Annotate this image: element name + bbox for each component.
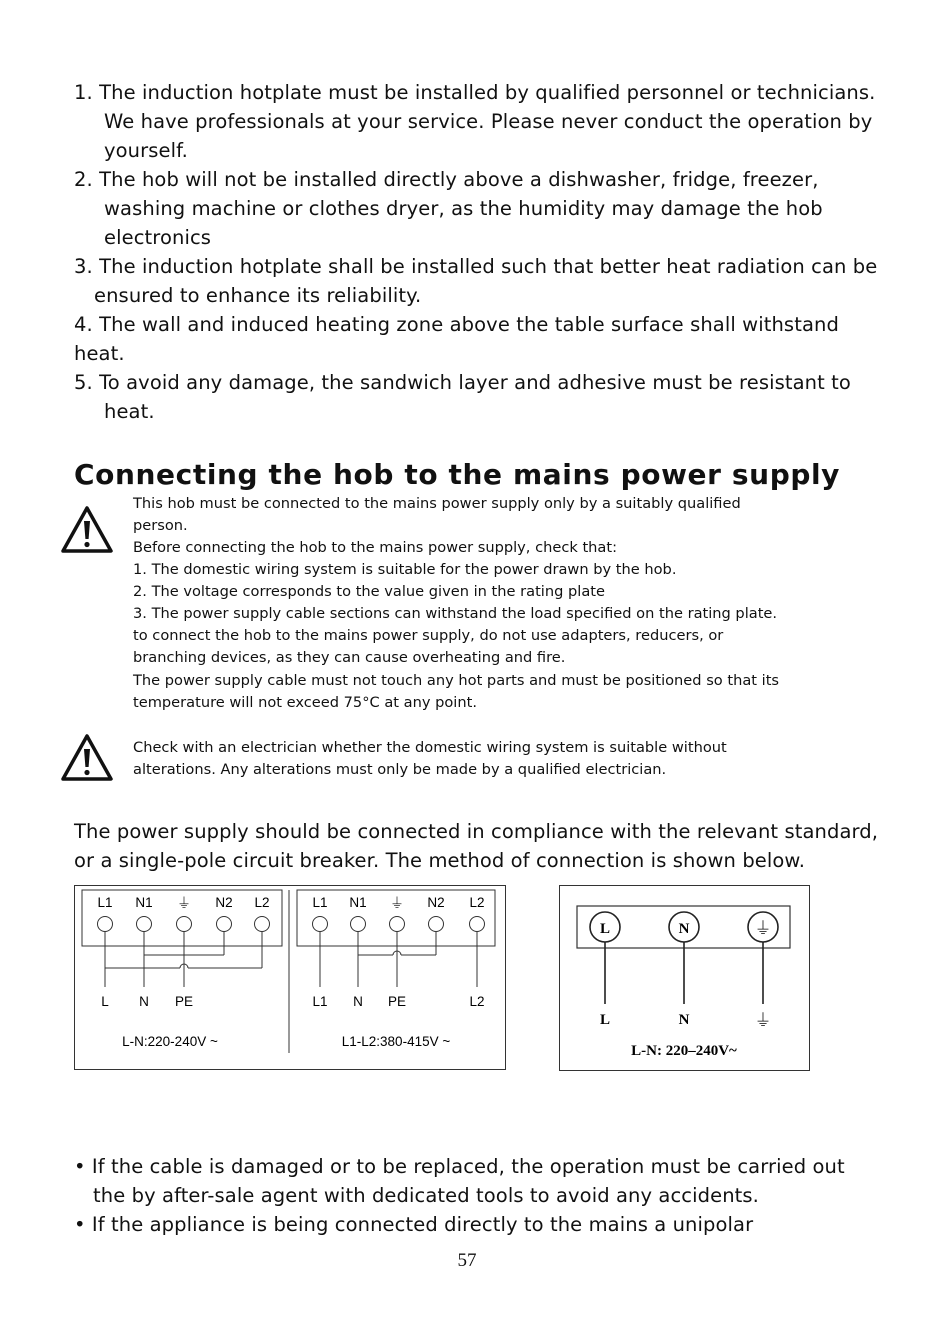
lead-label: PE [174,994,194,1009]
terminal-label: L [599,921,611,937]
lead-label: N [353,994,363,1009]
lead-label: PE [387,994,407,1009]
page-number: 57 [457,1250,477,1271]
terminal-label: N1 [135,895,153,910]
lead-label: L [101,994,109,1009]
warning2-line: alterations. Any alterations must only be made by a qualified electrician. [133,761,667,778]
bullet-item-cont: the by after-sale agent with dedicated tools to avoid any accidents. [93,1184,759,1207]
install-item-3-cont: ensured to enhance its reliability. [94,284,422,307]
bullet-item: • If the appliance is being connected directly to the mains a unipolar [74,1213,754,1236]
terminal-label: L2 [254,895,270,910]
install-item-5-cont: heat. [104,400,155,423]
warning-triangle-icon [60,733,114,783]
wiring-diagram-simple [559,885,810,1071]
warning2-line: Check with an electrician whether the domestic wiring system is suitable without [133,739,727,756]
install-item-2-cont: washing machine or clothes dryer, as the humidity may damage the hob [104,197,823,220]
voltage-caption: L-N: 220–240V~ [631,1043,737,1059]
warning1-line: to connect the hob to the mains power supply, do not use adapters, reducers, or [133,627,724,644]
bullet-item: • If the cable is damaged or to be replaced, the operation must be carried out [74,1155,845,1178]
voltage-caption: L-N:220-240V ~ [122,1034,218,1049]
terminal-label: L2 [469,895,485,910]
install-item-1-cont: yourself. [104,139,188,162]
warning1-line: person. [133,517,188,534]
warning1-line: branching devices, as they can cause overheating and fire. [133,649,566,666]
wiring-diagrams-single-and-two-phase [74,885,506,1070]
lead-label: N [139,994,149,1009]
warning1-line: 2. The voltage corresponds to the value given in the rating plate [133,583,605,600]
ground-symbol-icon: ⏚ [754,1011,772,1030]
section-heading: Connecting the hob to the mains power supply [74,458,841,491]
warning1-line: This hob must be connected to the mains power supply only by a suitably qualified [133,495,741,512]
install-item-4: 4. The wall and induced heating zone above the table surface shall withstand [74,313,839,336]
warning1-line: The power supply cable must not touch any hot parts and must be positioned so that its [133,672,780,689]
terminal-label: N [678,921,690,937]
connection-text: The power supply should be connected in compliance with the relevant standard, [74,820,879,843]
warning1-line: 3. The power supply cable sections can withstand the load specified on the rating plate. [133,605,778,622]
warning1-line: temperature will not exceed 75°C at any point. [133,694,477,711]
install-item-5: 5. To avoid any damage, the sandwich layer and adhesive must be resistant to [74,371,851,394]
lead-label: L1 [312,994,328,1009]
terminal-label: N2 [427,895,445,910]
lead-label: L [599,1012,611,1028]
terminal-label: L1 [312,895,328,910]
ground-terminal-icon: ⏚ [177,895,191,911]
terminal-label: N2 [215,895,233,910]
install-item-4-cont: heat. [74,342,125,365]
lead-label: L2 [469,994,485,1009]
lead-label: N [678,1012,690,1028]
ground-terminal-icon: ⏚ [390,895,404,911]
install-item-2: 2. The hob will not be installed directly above a dishwasher, fridge, freezer, [74,168,819,191]
terminal-label: L1 [97,895,113,910]
warning1-line: Before connecting the hob to the mains power supply, check that: [133,539,618,556]
warning-triangle-icon [60,505,114,555]
install-item-1: 1. The induction hotplate must be installed by qualified personnel or technicians. [74,81,876,104]
ground-terminal-icon: ⏚ [754,919,772,938]
voltage-caption: L1-L2:380-415V ~ [341,1034,451,1049]
install-item-3: 3. The induction hotplate shall be installed such that better heat radiation can be [74,255,878,278]
install-item-1-cont: We have professionals at your service. Please never conduct the operation by [104,110,873,133]
install-item-2-cont: electronics [104,226,212,249]
connection-text: or a single-pole circuit breaker. The method of connection is shown below. [74,849,805,872]
warning1-line: 1. The domestic wiring system is suitable for the power drawn by the hob. [133,561,677,578]
terminal-label: N1 [349,895,367,910]
